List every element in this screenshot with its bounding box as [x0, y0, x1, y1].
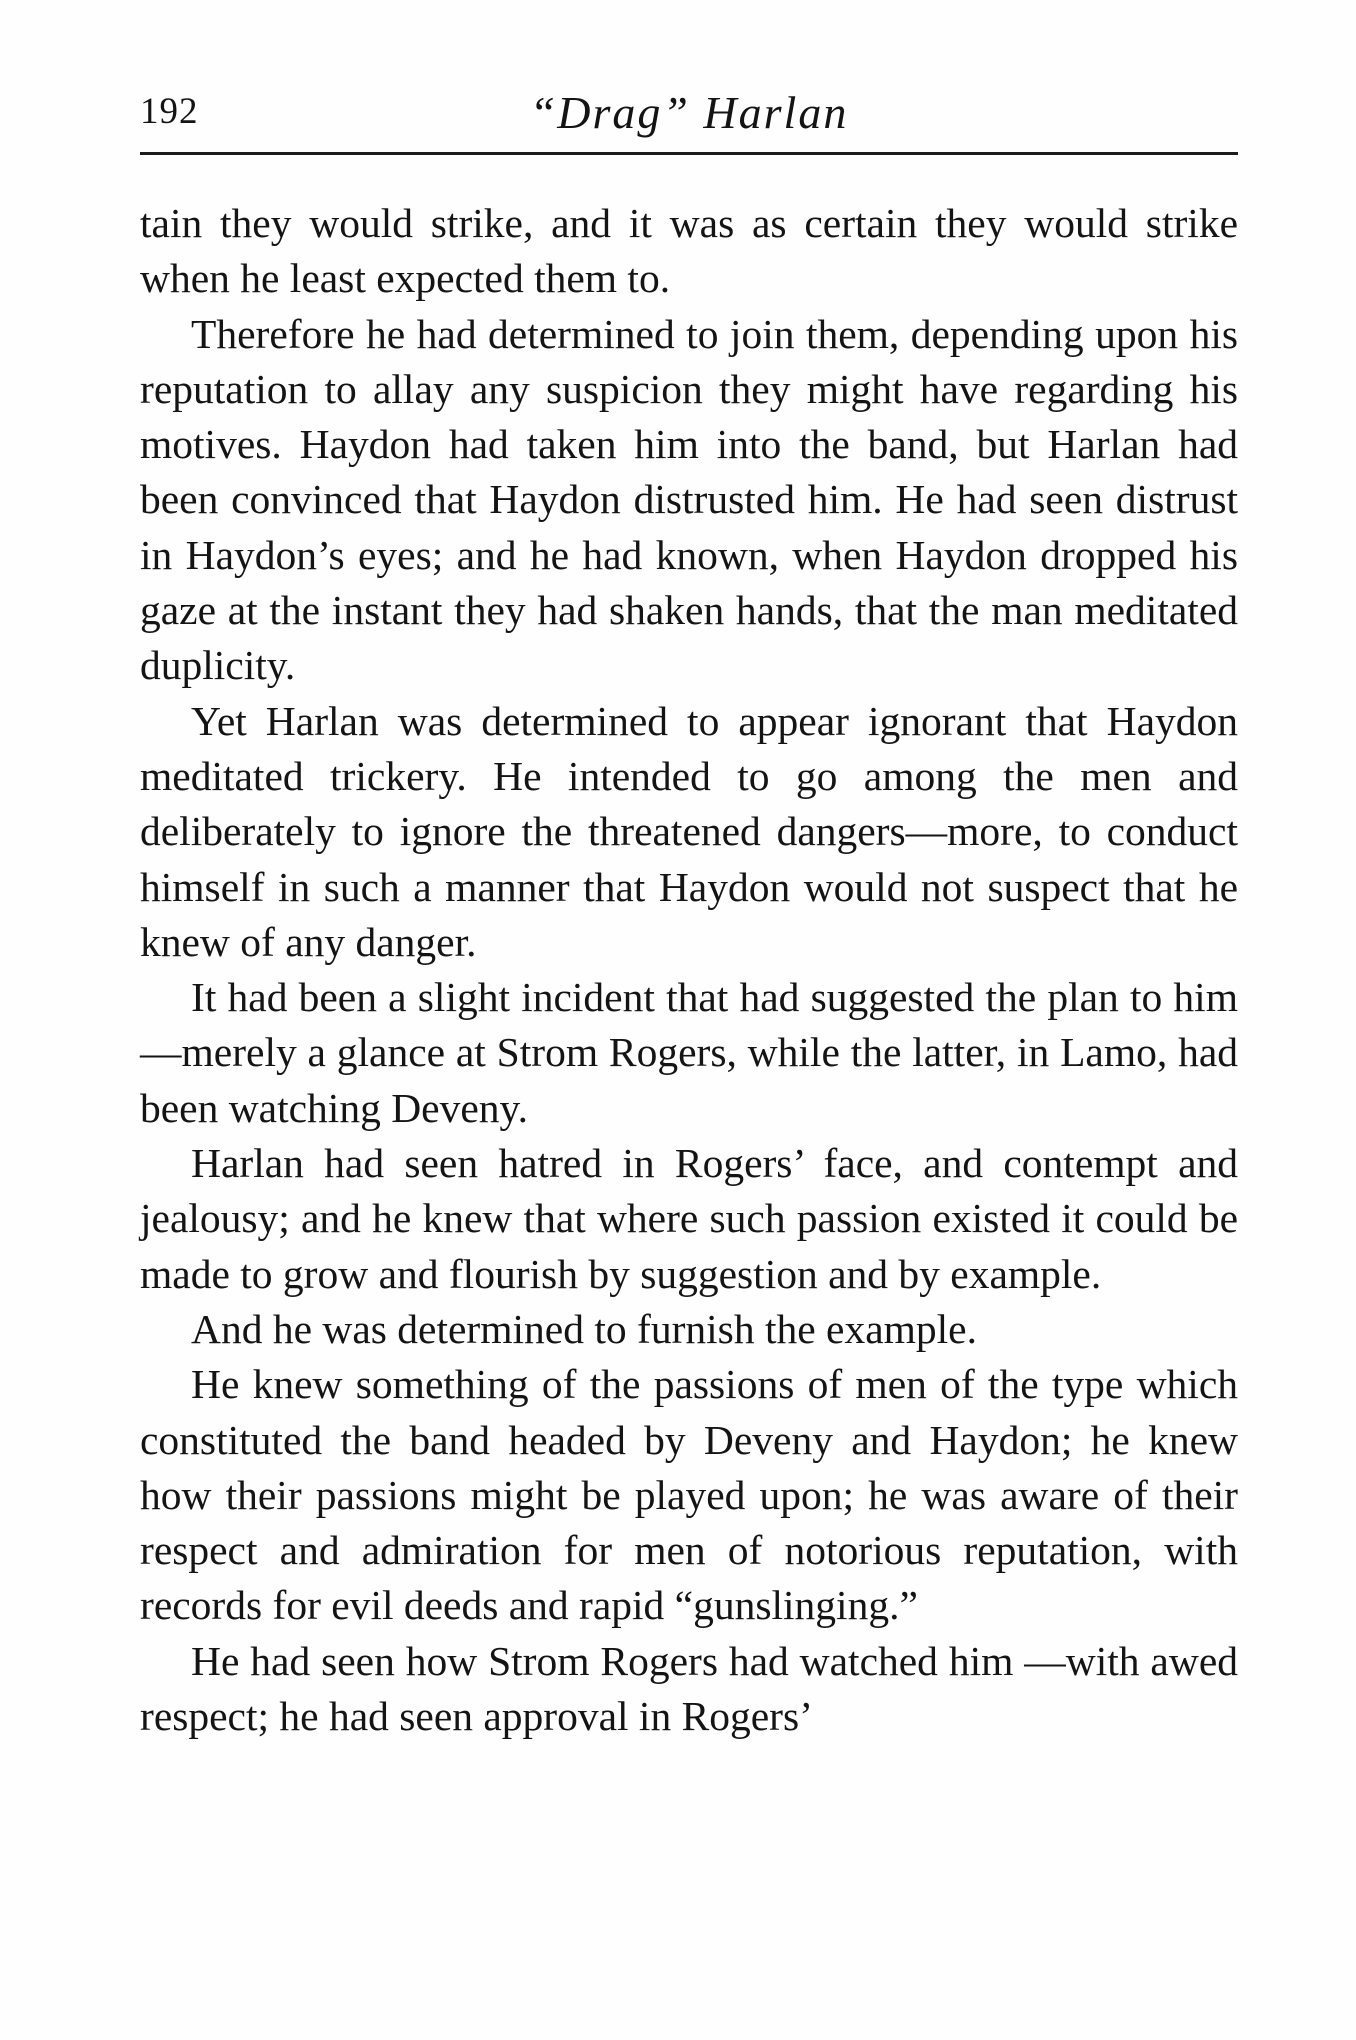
paragraph-1: tain they would strike, and it was as certain they would strike when he least expected them to.: [140, 200, 1238, 302]
paragraph-8: He had seen how Strom Rogers had watched him —with awed respect; he had seen approval in Rogers’: [140, 1637, 1238, 1740]
body-text: [140, 196, 1238, 1744]
page-number: 192: [140, 91, 199, 132]
paragraph-6: And he was determined to furnish the example.: [191, 1305, 977, 1352]
paragraph-4: It had been a slight incident that had suggested the plan to him—merely a glance at Strom Rogers, while the latter, in Lamo, had been watching Deveny.: [140, 974, 1238, 1131]
paragraph-7: He knew something of the passions of men of the type which constituted the band headed by Deveny and Haydon; he knew how their passions might be played upon; he was aware of their respect and admiration for men of notorious reputation, with records for evil deeds and rapid “gunslinging.”: [140, 1361, 1238, 1629]
header-rule: [140, 152, 1238, 155]
running-title: “Drag” Harlan: [529, 87, 849, 138]
paragraph-3: Yet Harlan was determined to appear ignorant that Haydon meditated trickery. He intended to go among the men and deliberately to ignore the threatened dangers—more, to conduct himself in such a manner that Haydon would not suspect that he knew of any danger.: [140, 697, 1238, 965]
page-header: [140, 82, 1238, 142]
paragraph-2: Therefore he had determined to join them, depending upon his reputation to allay any suspicion they might have regarding his motives. Haydon had taken him into the band, but Harlan had been convinced that Haydon distrusted him. He had seen distrust in Haydon’s eyes; and he had known, when Haydon dropped his gaze at the instant they had shaken hands, that the man meditated duplicity.: [140, 310, 1238, 689]
paragraph-5: Harlan had seen hatred in Rogers’ face, and contempt and jealousy; and he knew that where such passion existed it could be made to grow and flourish by suggestion and by example.: [140, 1140, 1238, 1297]
